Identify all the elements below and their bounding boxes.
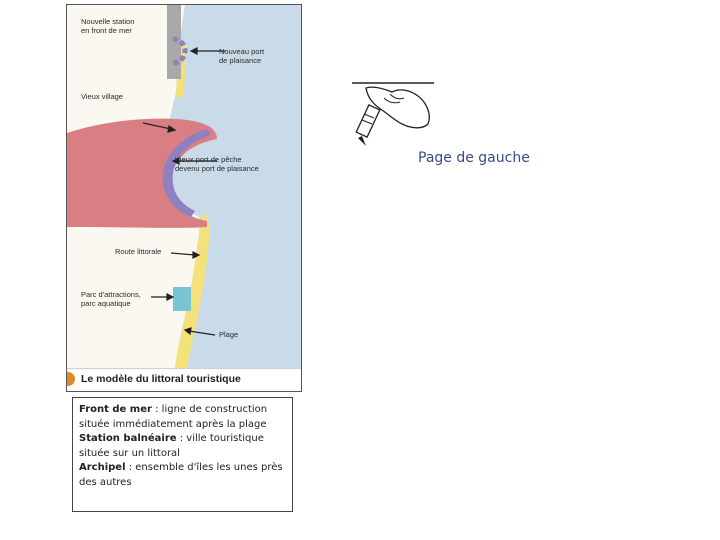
figure-caption: Le modèle du littoral touristique — [81, 373, 241, 385]
glossary-term: Archipel — [79, 462, 126, 474]
littoral-diagram — [66, 4, 302, 392]
new-station-block — [167, 5, 181, 79]
glossary-entry-1 — [79, 432, 286, 461]
label-nouveau-port: Nouveau port de plaisance — [219, 47, 265, 65]
glossary-definition: : ensemble d'îles les unes près des autres — [79, 462, 283, 488]
amusement-park — [173, 287, 191, 311]
glossary-definition: : ville touristique située sur un littoral — [79, 433, 264, 459]
label-parc: Parc d'attractions, parc aquatique — [81, 290, 141, 308]
label-route-littorale: Route littorale — [115, 247, 162, 256]
glossary-term: Station balnéaire — [79, 433, 177, 445]
caption-marker — [66, 372, 75, 386]
label-nouvelle-station: Nouvelle station en front de mer — [81, 17, 135, 35]
glossary-entry-0 — [79, 403, 286, 432]
glossary-definition: : ligne de construction située immédiatement après la plage — [79, 404, 268, 430]
glossary-term: Front de mer — [79, 404, 152, 415]
glossary-box — [72, 397, 293, 512]
page-note: Page de gauche — [418, 150, 530, 166]
label-plage: Plage — [219, 330, 239, 339]
hand-holding-pen-icon — [348, 80, 436, 150]
label-vieux-port: Vieux port de pêche devenu port de plaisance — [175, 155, 259, 173]
figure-caption-bar — [67, 368, 301, 391]
label-vieux-village: Vieux village — [81, 92, 123, 101]
glossary-entry-2 — [79, 461, 286, 490]
littoral-map — [67, 5, 301, 391]
